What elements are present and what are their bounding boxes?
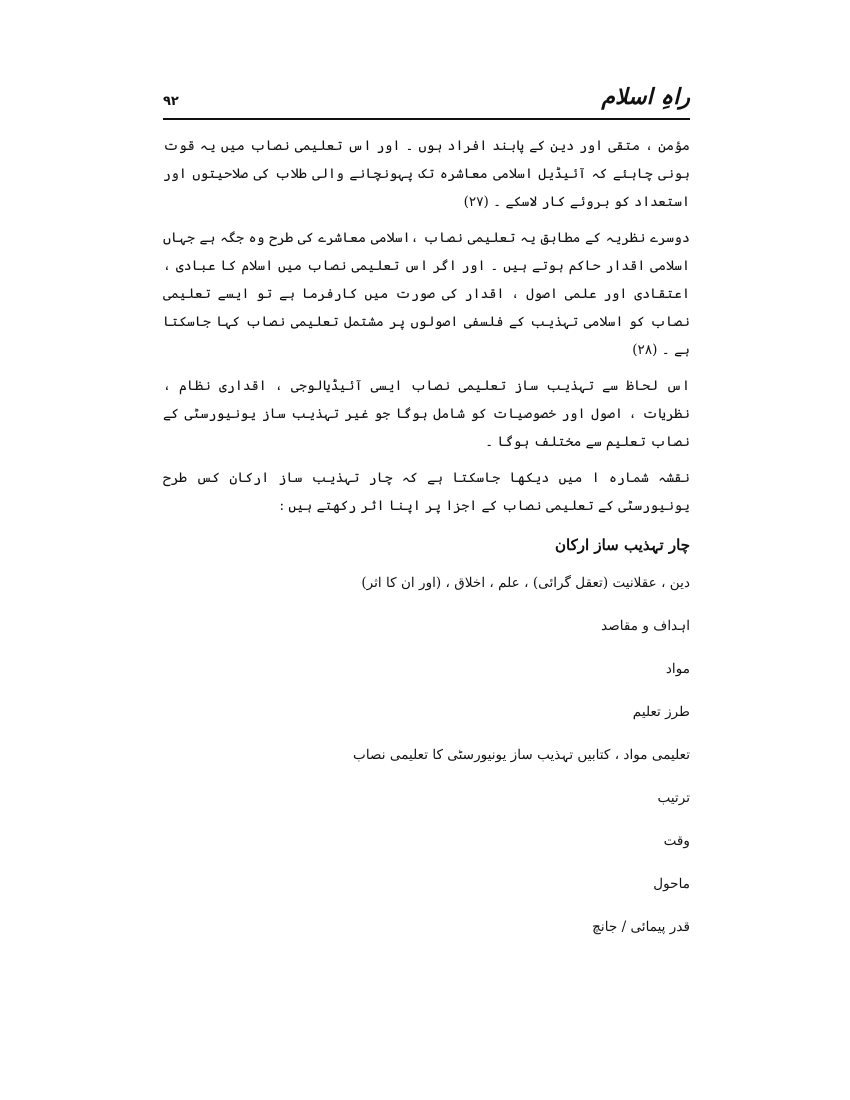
paragraph: دوسرے نظریہ کے مطابق یہ تعلیمی نصاب ،اسلامی معاشرے کی طرح وہ جگہ ہے جہاں اسلامی اقدار حاکم ہوتے ہیں ۔ اور اگر اس تعلیمی نصاب میں اسلام کا عبادی ، اعتقادی اور علمی اصول ، اقدار کی صورت میں کارفرما ہے تو ایسے تعلیمی نصاب کو اسلامی تہذیب کے فلسفی اصولوں پر مشتمل تعلیمی نصاب کہا جاسکتا ہے ۔ (۲۸) xyxy=(163,230,690,358)
header-rule xyxy=(163,118,690,120)
list-item: ماحول xyxy=(653,876,690,892)
list-item: وقت xyxy=(663,833,690,849)
paragraph: اس لحاظ سے تہذیب ساز تعلیمی نصاب ایسی آئیڈیالوجی ، اقداری نظام ، نظریات ، اصول اور خصوصیات کو شامل ہوگا جو غیر تہذیب ساز یونیورسٹی کے نصاب تعلیم سے مختلف ہوگا ۔ xyxy=(163,378,690,450)
paragraph: نقشہ شمارہ ا میں دیکھا جاسکتا ہے کہ چار تہذیب ساز ارکان کس طرح یونیورسٹی کے تعلیمی نصاب کے اجزا پر اپنا اثر رکھتے ہیں : xyxy=(163,470,690,514)
list-item: مواد xyxy=(665,661,690,677)
list-item: دین ، عقلانیت (تعقل گرائی) ، علم ، اخلاق ، (اور ان کا اثر) xyxy=(361,575,690,591)
section-heading: چار تہذیب ساز ارکان xyxy=(554,536,690,554)
page-header xyxy=(163,84,690,114)
page-body xyxy=(163,132,690,957)
list-item: طرز تعلیم xyxy=(632,704,690,720)
running-title: راہِ اسلام xyxy=(601,84,690,110)
page-number: ۹۲ xyxy=(163,94,179,109)
paragraph: مؤمن ، متقی اور دین کے پابند افراد ہوں ۔ اور اس تعلیمی نصاب میں یہ قوت ہونی چاہئے کہ آئیڈیل اسلامی معاشرہ تک پہونچانے والی طلاب کی صلاحیتوں اور استعداد کو بروئے کار لاسکے ۔ (۲۷) xyxy=(163,138,690,210)
list-item: ترتیب xyxy=(657,790,690,806)
list-item: اہداف و مقاصد xyxy=(601,618,690,634)
list-item: قدر پیمائی / جانچ xyxy=(592,919,690,935)
list-item: تعلیمی مواد ، کتابیں تہذیب ساز یونیورسٹی کا تعلیمی نصاب xyxy=(353,747,690,763)
